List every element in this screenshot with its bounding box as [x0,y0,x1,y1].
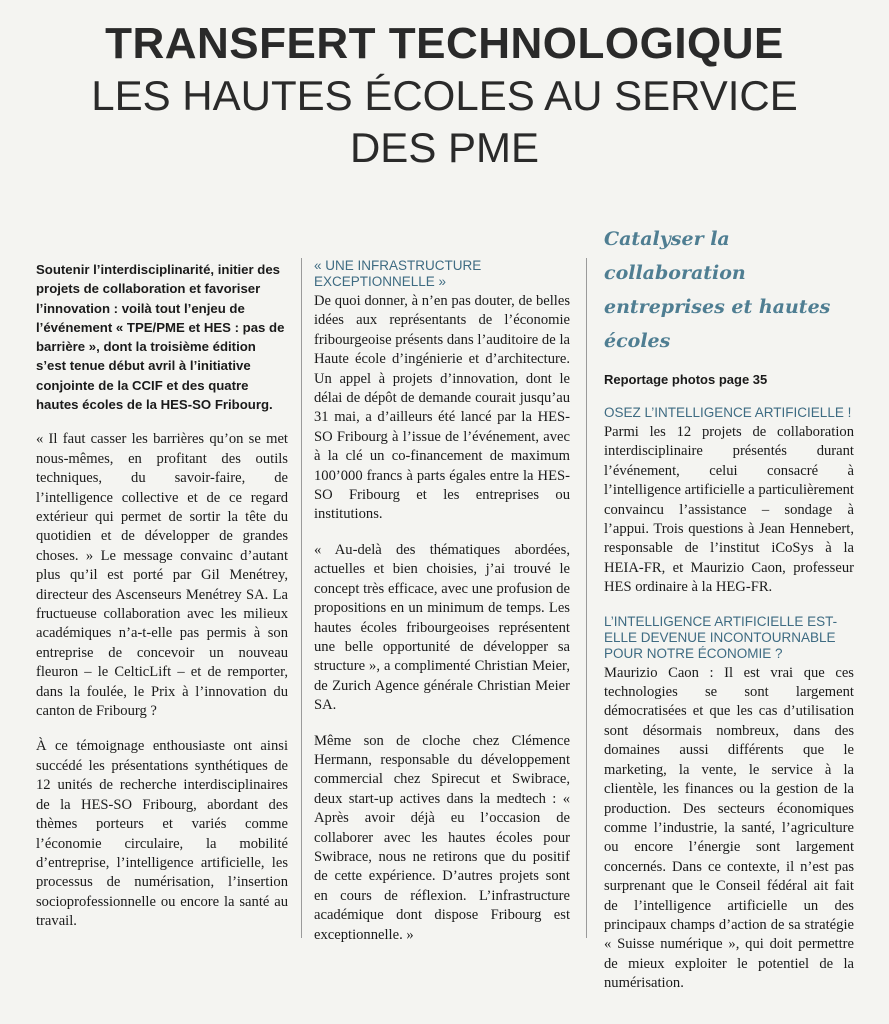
column-3 [604,222,854,1010]
body-paragraph: « Il faut casser les barrières qu’on se met nous-mêmes, en profitant des outils techniques, du savoir-faire, de l’intelligence collective et de ce regard extérieur qui permet de sortir la tête du quotidien et de développer de grandes choses. » Le message convainc d’autant plus qu’il est porté par Gil Menétrey, directeur des Ascenseurs Menétrey SA. La fructueuse collaboration avec les milieux académiques n’a-t-elle pas permis à son entreprise de concevoir un nouveau fleuron – le CelticLift – et de remporter, dans la foulée, le Prix à l’innovation du canton de Fribourg ? [36,431,288,720]
title-line-3: DES PME [349,124,540,171]
column-divider [301,258,302,938]
article-title [0,18,889,174]
section-heading: OSEZ L’INTELLIGENCE ARTIFICIELLE ! [604,405,852,420]
body-paragraph: Parmi les 12 projets de collaboration interdisciplinaire présentés durant l’événement, celui consacré à l’intelligence artificielle a particulièrement convaincu l’assistance – sondage à l’appui. Trois questions à Jean Hennebert, responsable de l’institut iCoSys à la HEIA-FR, et Maurizio Caon, professeur HES ordinaire à la HEG-FR. [604,424,854,596]
title-line-1: TRANSFERT TECHNOLOGIQUE [105,19,784,68]
body-paragraph: « Au-delà des thématiques abordées, actuelles et bien choisies, j’ai trouvé le concept très efficace, avec une profusion de propositions en un minimum de temps. Les hautes écoles fribourgeoises représentent une belle opportunité de développer sa structure », a complimenté Christian Meier, de Zurich Agence générale Christian Meier SA. [314,541,570,714]
section-heading: « UNE INFRASTRUCTURE EXCEPTIONNELLE » [314,258,482,289]
title-line-2: LES HAUTES ÉCOLES AU SERVICE [91,72,798,119]
body-paragraph: De quoi donner, à n’en pas douter, de belles idées aux représentants de l’économie fribourgeoise présents dans l’auditoire de la Haute école d’ingénierie et d’architecture. Un appel à projets d’innovation, dont le délai de dépôt de demande courait jusqu’au 31 mai, a d’ailleurs été lancé par la HES-SO Fribourg à l’issue de l’événement, avec à la clé un co-financement de maximum 100’000 francs à parts égales entre la HES-SO Fribourg et les entreprises ou institutions. [314,293,570,523]
section-heading: L’INTELLIGENCE ARTIFICIELLE EST-ELLE DEVENUE INCONTOURNABLE POUR NOTRE ÉCONOMIE ? [604,613,838,661]
photo-reference: Reportage photos page 35 [604,372,768,387]
body-paragraph: Maurizio Caon : Il est vrai que ces technologies se sont largement démocratisées et que les cas d’utilisation sont désormais nombreux, dans des domaines aussi différents que le marketing, la vente, le service à la clientèle, les finances ou la gestion de la production. Des secteurs économiques comme l’industrie, la santé, l’agriculture ou encore l’énergie sont largement concernés. Dans ce contexte, il n’est pas surprenant que le Conseil fédéral ait fait de l’intelligence artificielle un des principaux champs d’action de sa stratégie « Suisse numérique », qui doit permettre de mieux exploiter le potentiel de la numérisation. [604,664,854,992]
lead-paragraph: Soutenir l’interdisciplinarité, initier des projets de collaboration et favoriser l’innovation : voilà tout l’enjeu de l’événement « TPE/PME et HES : pas de barrière », dont la troisième édition s’est tenue début avril à l’initiative conjointe de la CCIF et des quatre hautes écoles de la HES-SO Fribourg. [36,262,285,413]
kicker-heading: Catalyser la collaboration entreprises et hautes écoles [604,228,831,352]
body-paragraph: À ce témoignage enthousiaste ont ainsi succédé les présentations synthétiques de 12 unités de recherche interdisciplinaires de la HES-SO Fribourg, abordant des thèmes porteurs et variés comme l’économie circulaire, la mobilité d’entreprise, l’intelligence artificielle, les processus de numérisation, l’insertion socioprofessionnelle ou encore la santé au travail. [36,738,288,930]
column-2 [314,248,570,961]
body-paragraph: Même son de cloche chez Clémence Hermann, responsable du développement commercial chez Spirecut et Swibrace, deux start-up actives dans la medtech : « Après avoir déjà eu l’occasion de collaborer avec les hautes écoles pour Swibrace, nous ne retirons que du positif de cette expérience. D’autres projets sont en cours de réflexion. L’infrastructure académique dont dispose Fribourg est exceptionnelle. » [314,732,570,943]
column-1 [36,248,288,948]
column-divider [586,258,587,938]
